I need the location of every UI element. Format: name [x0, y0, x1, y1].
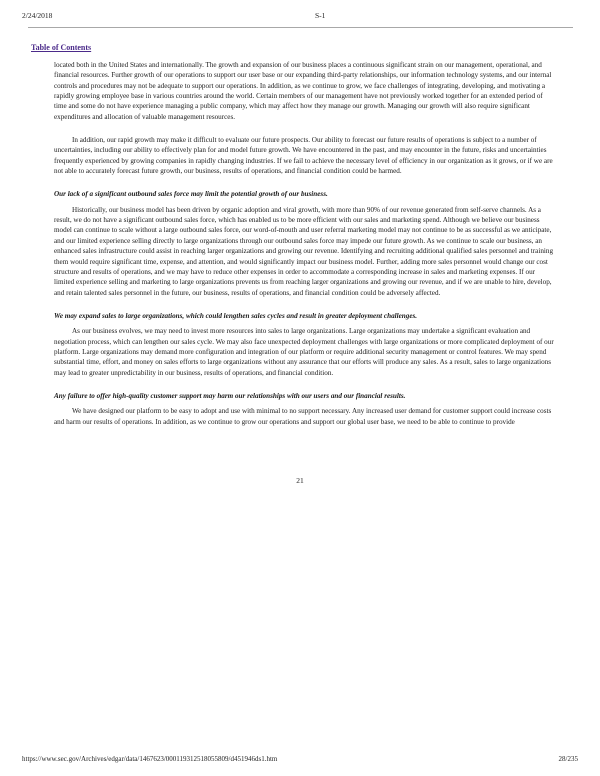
document-body	[54, 60, 554, 437]
paragraph-customer-support: We have designed our platform to be easy to adopt and use with minimal to no support necessary. Any increased user demand for customer support could increase costs and harm our results of operations. In addition, as we continue to grow our operations and support our global user base, we need to be able to continue to provide	[54, 407, 552, 426]
table-of-contents-link[interactable]: Table of Contents	[31, 43, 92, 52]
header-divider	[28, 27, 573, 28]
source-url: https://www.sec.gov/Archives/edgar/data/1467623/000119312518055809/d451946ds1.htm	[22, 755, 278, 763]
print-date: 2/24/2018	[22, 11, 53, 20]
risk-heading-large-organizations: We may expand sales to large organizations, which could lengthen sales cycles and result in greater deployment challenges.	[54, 311, 418, 320]
paragraph-large-organizations: As our business evolves, we may need to invest more resources into sales to large organizations. Large organizations may undertake a significant evaluation and negotiation process, which can lengthen our sales cycle. We may also face unexpected deployment challenges with large organizations or more complicated deployment of our platform. Large organizations may demand more configuration and integration of our platform or require additional security management or control features. We may spend substantial time, effort, and money on sales efforts to large organizations without any assurance that our efforts will produce any sales. As a result, sales to large organizations may lead to greater unpredictability in our business, results of operations, and financial condition.	[54, 327, 554, 377]
paragraph-future-prospects: In addition, our rapid growth may make it difficult to evaluate our future prospects. Our ability to forecast our future results of operations is subject to a number of uncertainties, including our ability to effectively plan for and model future growth. We have encountered in the past, and may encounter in the future, risks and uncertainties frequently experienced by growing companies in rapidly changing industries. If we fail to achieve the necessary level of efficiency in our organization as it grows, or if we are not able to accurately forecast future growth, our business, results of operations, and financial condition could be harmed.	[54, 136, 553, 176]
print-title: S-1	[315, 11, 326, 20]
paragraph-outbound-sales: Historically, our business model has been driven by organic adoption and viral growth, with more than 90% of our revenue generated from self-serve channels. As a result, we do not have a significant outbound sales force, which has enabled us to be more efficient with our sales and marketing spend. Although we believe our business model can continue to scale without a large outbound sales force, our word-of-mouth and user referral marketing model may not continue to be as successful as we anticipate, and our limited experience selling directly to large organizations through our outbound sales force may impede our future growth. As we continue to scale our business, an enhanced sales infrastructure could assist in reaching larger organizations and growing our revenue. Identifying and recruiting additional qualified sales personnel and training them would require significant time, expense, and attention, and would significantly impact our business model. Further, adding more sales personnel would change our cost structure and results of operations, and we may have to reduce other expenses in order to accommodate a corresponding increase in sales and marketing expenses. If our limited experience selling and marketing to large organizations prevents us from reaching larger organizations and growing our revenue, and if we are unable to hire, develop, and retain talented sales personnel in the future, our business, results of operations, and financial condition could be adversely affected.	[54, 205, 554, 297]
paragraph-growth-strain: located both in the United States and internationally. The growth and expansion of our business places a continuous significant strain on our management, operational, and financial resources. Further growth of our operations to support our user base or our expanding third-party relationships, our information technology systems, and our internal controls and procedures may not be adequate to support our operations. In addition, as we continue to grow, we face challenges of integrating, developing, and motivating a rapidly growing employee base in various countries around the world. Certain members of our management have not previously worked together for an extended period of time and some do not have experience managing a public company, which may affect how they manage our growth. Managing our growth will also require significant expenditures and allocation of valuable management resources.	[54, 61, 552, 121]
page-number: 21	[296, 476, 304, 485]
page-count: 28/235	[558, 755, 578, 763]
risk-heading-outbound-sales: Our lack of a significant outbound sales force may limit the potential growth of our business.	[54, 190, 328, 199]
risk-heading-customer-support: Any failure to offer high-quality customer support may harm our relationships with our users and our financial results.	[54, 391, 406, 400]
